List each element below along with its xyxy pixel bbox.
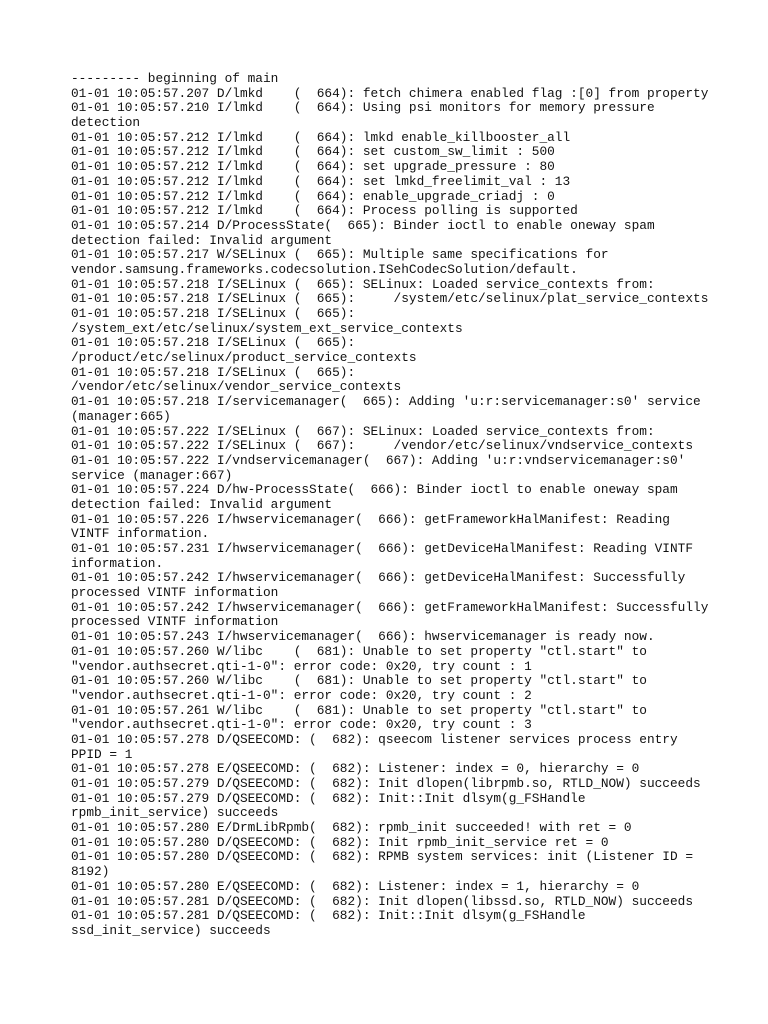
log-line: 01-01 10:05:57.279 D/QSEECOMD: ( 682): Init dlopen(librpmb.so, RTLD_NOW) succeeds [71, 776, 701, 791]
log-line: 01-01 10:05:57.218 I/SELinux ( 665): /system/etc/selinux/plat_service_contexts [71, 291, 709, 307]
log-line: /vendor/etc/selinux/vendor_service_contexts [71, 379, 402, 395]
log-line: 01-01 10:05:57.279 D/QSEECOMD: ( 682): Init::Init dlsym(g_FSHandle [71, 790, 586, 806]
log-line: 01-01 10:05:57.218 I/SELinux ( 665): [71, 306, 356, 321]
log-line: "vendor.authsecret.qti-1-0": error code: 0x20, try count : 2 [71, 687, 532, 703]
log-line: 01-01 10:05:57.212 I/lmkd ( 664): set upgrade_pressure : 80 [71, 159, 555, 175]
log-document [71, 72, 761, 939]
log-line: vendor.samsung.frameworks.codecsolution.ISehCodecSolution/default. [71, 261, 578, 277]
log-line: 01-01 10:05:57.278 E/QSEECOMD: ( 682): Listener: index = 0, hierarchy = 0 [71, 761, 640, 777]
log-line: 01-01 10:05:57.210 I/lmkd ( 664): Using psi monitors for memory pressure [71, 100, 655, 116]
log-line: 01-01 10:05:57.222 I/SELinux ( 667): /vendor/etc/selinux/vndservice_contexts [71, 438, 694, 454]
log-line: 01-01 10:05:57.243 I/hwservicemanager( 666): hwservicemanager is ready now. [71, 629, 655, 645]
log-line: 01-01 10:05:57.231 I/hwservicemanager( 666): getDeviceHalManifest: Reading VINTF [71, 541, 694, 556]
log-line: "vendor.authsecret.qti-1-0": error code: 0x20, try count : 3 [71, 717, 532, 733]
log-line: 01-01 10:05:57.218 I/servicemanager( 665): Adding 'u:r:servicemanager:s0' service [71, 394, 701, 410]
log-line: 01-01 10:05:57.280 D/QSEECOMD: ( 682): Init rpmb_init_service ret = 0 [71, 834, 609, 850]
log-line: /system_ext/etc/selinux/system_ext_service_contexts [71, 320, 463, 336]
log-line: (manager:665) [71, 408, 171, 424]
log-line: 01-01 10:05:57.278 D/QSEECOMD: ( 682): qseecom listener services process entry [71, 731, 678, 747]
log-line: 01-01 10:05:57.260 W/libc ( 681): Unable to set property "ctl.start" to [71, 643, 647, 659]
log-line: 01-01 10:05:57.280 D/QSEECOMD: ( 682): RPMB system services: init (Listener ID = [71, 849, 694, 865]
log-line: 01-01 10:05:57.261 W/libc ( 681): Unable to set property "ctl.start" to [71, 702, 647, 718]
log-line: 01-01 10:05:57.222 I/vndservicemanager( 667): Adding 'u:r:vndservicemanager:s0' [71, 452, 686, 468]
log-line: information. [71, 555, 164, 571]
log-line: 01-01 10:05:57.242 I/hwservicemanager( 666): getFrameworkHalManifest: Successfully [71, 599, 709, 615]
log-line: VINTF information. [71, 526, 210, 542]
log-line: 01-01 10:05:57.226 I/hwservicemanager( 666): getFrameworkHalManifest: Reading [71, 511, 670, 527]
log-line: 01-01 10:05:57.222 I/SELinux ( 667): SELinux: Loaded service_contexts from: [71, 423, 655, 439]
log-line: /product/etc/selinux/product_service_contexts [71, 350, 417, 366]
log-line: PPID = 1 [71, 746, 133, 762]
log-line: 01-01 10:05:57.224 D/hw-ProcessState( 666): Binder ioctl to enable oneway spam [71, 482, 678, 498]
log-line: processed VINTF information [71, 614, 279, 630]
log-line: detection [71, 115, 141, 131]
log-line: --------- beginning of main [71, 71, 279, 86]
log-line: 01-01 10:05:57.212 I/lmkd ( 664): set lmkd_freelimit_val : 13 [71, 173, 571, 189]
log-line: 01-01 10:05:57.280 E/DrmLibRpmb( 682): rpmb_init succeeded! with ret = 0 [71, 820, 632, 836]
log-line: 01-01 10:05:57.242 I/hwservicemanager( 666): getDeviceHalManifest: Successfully [71, 570, 686, 586]
log-line: detection failed: Invalid argument [71, 232, 333, 248]
log-line: 8192) [71, 864, 110, 880]
log-line: 01-01 10:05:57.281 D/QSEECOMD: ( 682): Init dlopen(libssd.so, RTLD_NOW) succeeds [71, 893, 694, 909]
log-line: 01-01 10:05:57.218 I/SELinux ( 665): SELinux: Loaded service_contexts from: [71, 276, 655, 292]
log-line: 01-01 10:05:57.214 D/ProcessState( 665): Binder ioctl to enable oneway spam [71, 217, 655, 233]
log-line: processed VINTF information [71, 585, 279, 601]
log-line: 01-01 10:05:57.280 E/QSEECOMD: ( 682): Listener: index = 1, hierarchy = 0 [71, 878, 640, 894]
log-line: "vendor.authsecret.qti-1-0": error code: 0x20, try count : 1 [71, 658, 532, 674]
log-line: 01-01 10:05:57.217 W/SELinux ( 665): Multiple same specifications for [71, 247, 609, 263]
log-line: 01-01 10:05:57.218 I/SELinux ( 665): [71, 364, 356, 380]
log-line: 01-01 10:05:57.212 I/lmkd ( 664): enable_upgrade_criadj : 0 [71, 188, 555, 204]
log-line: rpmb_init_service) succeeds [71, 805, 279, 821]
log-line: ssd_init_service) succeeds [71, 922, 271, 938]
log-line: 01-01 10:05:57.260 W/libc ( 681): Unable to set property "ctl.start" to [71, 673, 647, 689]
log-line: 01-01 10:05:57.207 D/lmkd ( 664): fetch chimera enabled flag :[0] from property [71, 85, 709, 101]
log-line: 01-01 10:05:57.212 I/lmkd ( 664): Process polling is supported [71, 203, 578, 219]
log-line: detection failed: Invalid argument [71, 496, 333, 512]
log-line: 01-01 10:05:57.218 I/SELinux ( 665): [71, 335, 356, 351]
log-line: service (manager:667) [71, 467, 233, 483]
log-line: 01-01 10:05:57.281 D/QSEECOMD: ( 682): Init::Init dlsym(g_FSHandle [71, 908, 586, 924]
log-line: 01-01 10:05:57.212 I/lmkd ( 664): lmkd enable_killbooster_all [71, 129, 571, 145]
log-line: 01-01 10:05:57.212 I/lmkd ( 664): set custom_sw_limit : 500 [71, 144, 555, 160]
